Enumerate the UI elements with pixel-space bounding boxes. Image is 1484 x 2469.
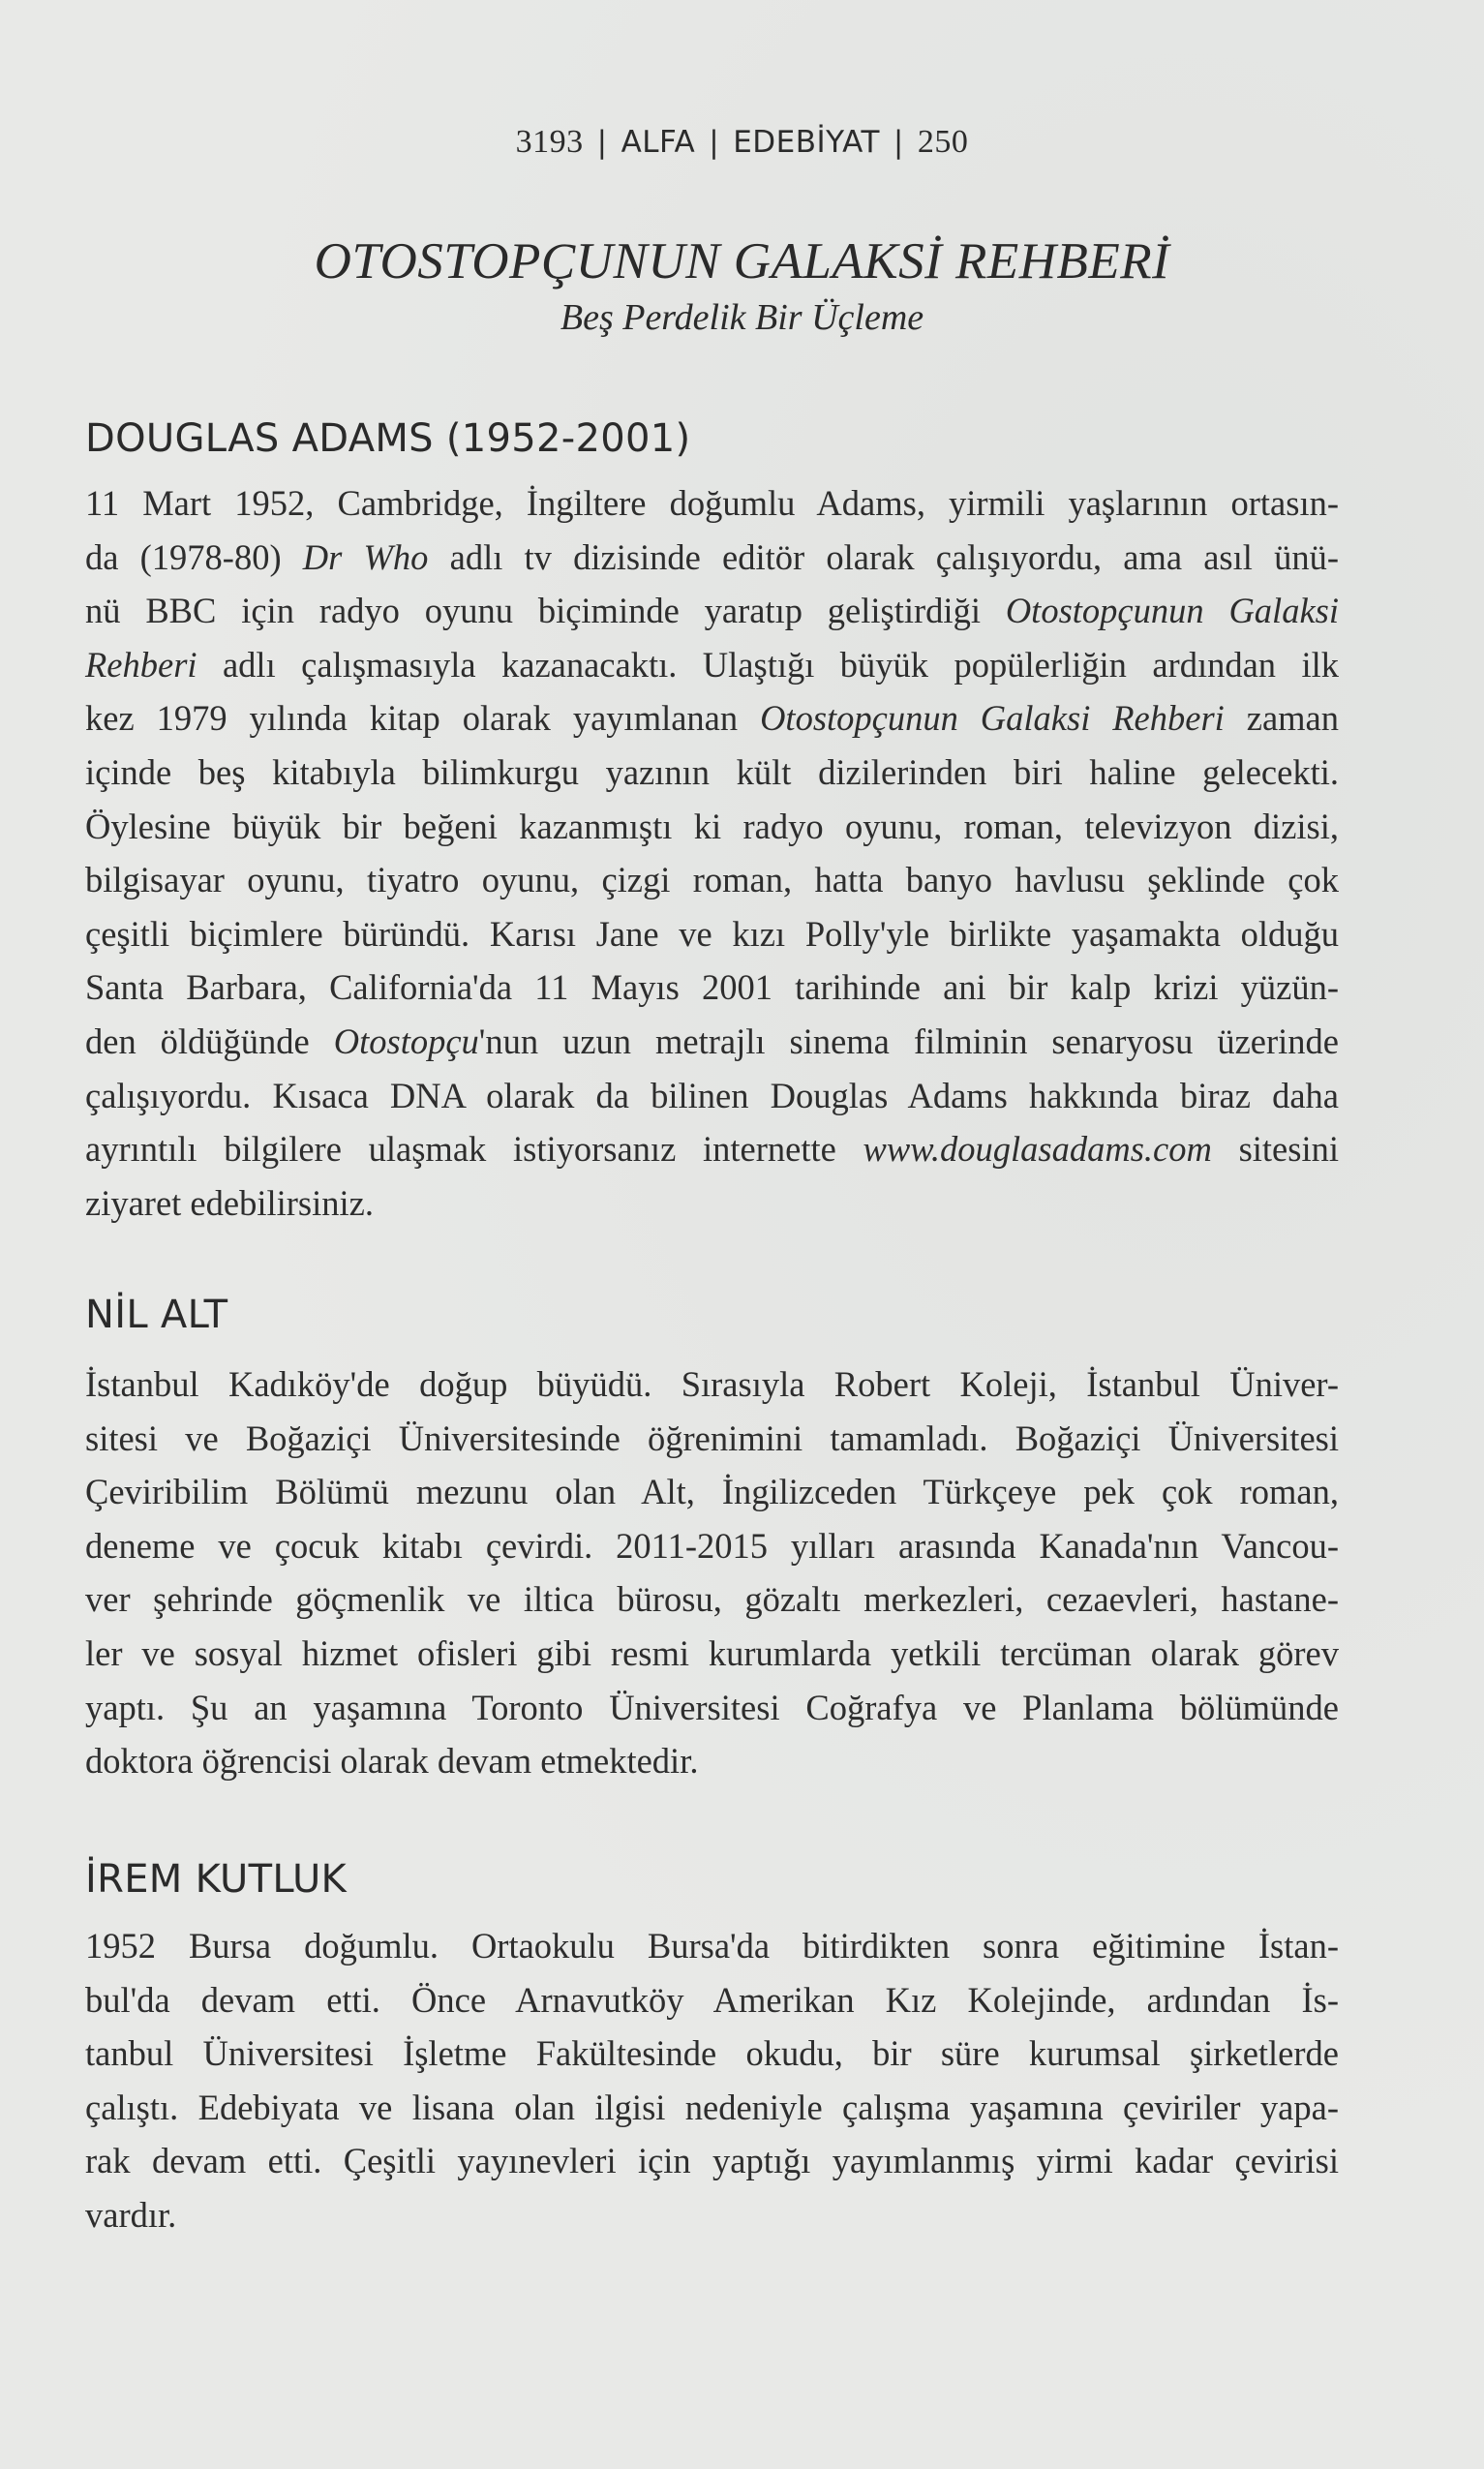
- text-line: deneme ve çocuk kitabı çevirdi. 2011-2015 yılları arasında Kanada'nın Vancou-: [85, 1525, 1339, 1566]
- text-line: doktora öğrencisi olarak devam etmektedir.: [85, 1741, 699, 1782]
- text-line: ayrıntılı bilgilere ulaşmak istiyorsanız internette www.douglasadams.com sitesini: [85, 1129, 1339, 1170]
- text-line: bilgisayar oyunu, tiyatro oyunu, çizgi roman, hatta banyo havlusu şeklinde çok: [85, 860, 1339, 900]
- text-line: Çeviribilim Bölümü mezunu olan Alt, İngilizceden Türkçeye pek çok roman,: [85, 1472, 1339, 1512]
- series-number: 3193: [515, 124, 584, 160]
- text-line: çeşitli biçimlere büründü. Karısı Jane ve kızı Polly'yle birlikte yaşamakta olduğu: [85, 913, 1339, 954]
- text-line: Santa Barbara, California'da 11 Mayıs 2001 tarihinde ani bir kalp krizi yüzün-: [85, 967, 1339, 1008]
- text-line: ziyaret edebilirsiniz.: [85, 1182, 374, 1223]
- category-number: 250: [917, 124, 969, 160]
- text-line: ler ve sosyal hizmet ofisleri gibi resmi kurumlarda yetkili tercüman olarak görev: [85, 1632, 1339, 1673]
- text-line: Öylesine büyük bir beğeni kazanmıştı ki radyo oyunu, roman, televizyon dizisi,: [85, 806, 1339, 846]
- category-name: EDEBİYAT: [733, 125, 880, 160]
- text-line: 1952 Bursa doğumlu. Ortaokulu Bursa'da bitirdikten sonra eğitimine İstan-: [85, 1926, 1339, 1966]
- section-body-irem-kutluk: [85, 1919, 1339, 2242]
- section-body-douglas-adams: [85, 476, 1339, 1230]
- text-line: içinde beş kitabıyla bilimkurgu yazının kült dizilerinden biri haline gelecekti.: [85, 751, 1339, 792]
- italic-text: Dr Who: [302, 536, 429, 577]
- text-line: bul'da devam etti. Önce Arnavutköy Amerikan Kız Kolejinde, ardından İs-: [85, 1979, 1339, 2020]
- book-subtitle: Beş Perdelik Bir Üçleme: [560, 297, 924, 338]
- text-line: den öldüğünde Otostopçu'nun uzun metrajlı sinema filminin senaryosu üzerinde: [85, 1021, 1339, 1061]
- text-line: rak devam etti. Çeşitli yayınevleri için yaptığı yayımlanmış yirmi kadar çevirisi: [85, 2141, 1339, 2181]
- text-line: vardır.: [85, 2194, 177, 2235]
- separator: |: [709, 125, 720, 160]
- text-line: 11 Mart 1952, Cambridge, İngiltere doğumlu Adams, yirmili yaşlarının ortasın-: [85, 483, 1339, 523]
- italic-text: www.douglasadams.com: [863, 1129, 1212, 1170]
- separator: |: [893, 125, 904, 160]
- italic-text: Otostopçunun Galaksi Rehberi: [760, 698, 1225, 739]
- text-line: nü BBC için radyo oyunu biçiminde yaratıp geliştirdiği Otostopçunun Galaksi: [85, 591, 1339, 631]
- publisher-name: ALFA: [621, 125, 696, 160]
- text-line: kez 1979 yılında kitap olarak yayımlanan Otostopçunun Galaksi Rehberi zaman: [85, 698, 1339, 739]
- text-line: yaptı. Şu an yaşamına Toronto Üniversitesi Coğrafya ve Planlama bölümünde: [85, 1687, 1339, 1727]
- text-line: çalıştı. Edebiyata ve lisana olan ilgisi nedeniyle çalışma yaşamına çeviriler yapa-: [85, 2087, 1339, 2127]
- series-line: [0, 124, 1484, 161]
- italic-text: Otostopçu: [333, 1021, 479, 1061]
- text-line: tanbul Üniversitesi İşletme Fakültesinde okudu, bir süre kurumsal şirketlerde: [85, 2033, 1339, 2074]
- italic-text: Otostopçunun Galaksi: [1005, 591, 1339, 631]
- section-heading-nil-alt: NİL ALT: [85, 1293, 228, 1337]
- section-heading-douglas-adams: DOUGLAS ADAMS (1952-2001): [85, 416, 691, 461]
- text-line: İstanbul Kadıköy'de doğup büyüdü. Sırasıyla Robert Koleji, İstanbul Üniver-: [85, 1364, 1339, 1404]
- separator: |: [596, 125, 608, 160]
- text-line: da (1978-80) Dr Who adlı tv dizisinde editör olarak çalışıyordu, ama asıl ünü-: [85, 536, 1339, 577]
- text-line: Rehberi adlı çalışmasıyla kazanacaktı. Ulaştığı büyük popülerliğin ardından ilk: [85, 644, 1339, 685]
- section-body-nil-alt: [85, 1357, 1339, 1788]
- text-line: sitesi ve Boğaziçi Üniversitesinde öğrenimini tamamladı. Boğaziçi Üniversitesi: [85, 1417, 1339, 1458]
- italic-text: Rehberi: [85, 644, 197, 685]
- text-line: ver şehrinde göçmenlik ve iltica bürosu, gözaltı merkezleri, cezaevleri, hastane-: [85, 1579, 1339, 1620]
- text-line: çalışıyordu. Kısaca DNA olarak da bilinen Douglas Adams hakkında biraz daha: [85, 1075, 1339, 1115]
- book-title: OTOSTOPÇUNUN GALAKSİ REHBERİ: [314, 233, 1170, 290]
- section-heading-irem-kutluk: İREM KUTLUK: [85, 1857, 348, 1902]
